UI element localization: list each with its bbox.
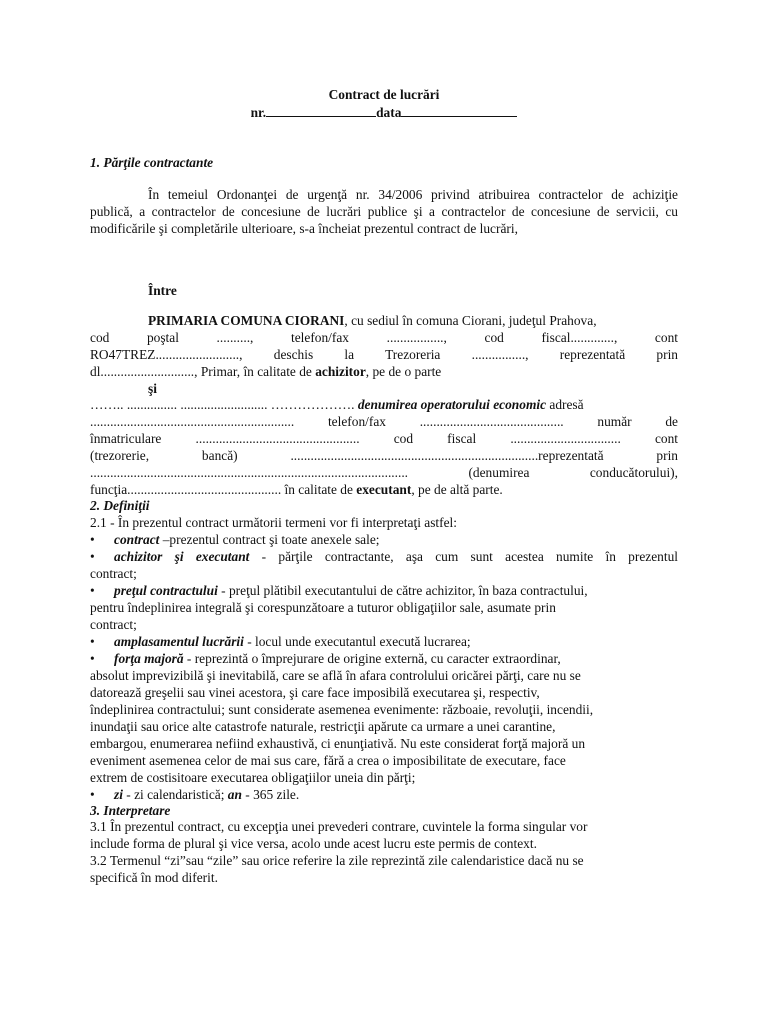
party2-address-label: adresă	[546, 397, 584, 412]
def-contract	[90, 531, 678, 548]
party2-line-3: înmatriculare ................................................. cod fiscal ................................. cont	[90, 431, 678, 446]
party1-line-4	[90, 363, 678, 380]
section-2-intro: 2.1 - În prezentul contract următorii termeni vor fi interpretaţi astfel:	[90, 515, 457, 530]
party1-line-2: cod poştal .........., telefon/fax ................., cod fiscal............., cont	[90, 330, 678, 345]
party2-line-4: (trezorerie, bancă) ..........................................................................reprezentată prin	[90, 448, 678, 463]
def-parties-line-1	[90, 548, 678, 565]
party1-representative: dl............................, Primar, în calitate de	[90, 364, 316, 379]
party2-line-5: ............................................................................................... (denumirea conducătorului),	[90, 465, 678, 480]
section-1-heading: 1. Părţile contractante	[90, 155, 214, 170]
section-2-heading: 2. Definiţii	[90, 498, 150, 513]
def-term: contract	[114, 532, 160, 547]
def-text: - reprezintă o împrejurare de origine externă, cu caracter extraordinar,	[183, 651, 561, 666]
party1-line-3: RO47TREZ........................., deschis la Trezoreria ................, reprezentată prin	[90, 347, 678, 362]
def-term: an	[227, 787, 242, 802]
nr-blank	[266, 104, 376, 117]
def-parties-line-2: contract;	[90, 566, 137, 581]
party2-blanks: …….. ............... .......................... ……………….	[90, 397, 358, 412]
def-site	[90, 633, 678, 650]
def-force-line-2: absolut imprevizibilă şi inevitabilă, care se află în afara controlului oricărei părţi, care nu se	[90, 668, 581, 683]
def-term: achizitor şi executant	[114, 549, 250, 564]
s3-p2-line-1: 3.2 Termenul “zi”sau “zile” sau orice referire la zile reprezintă zile calendaristice dacă nu se	[90, 853, 584, 868]
def-text: –prezentul contract şi toate anexele sale;	[159, 532, 380, 547]
def-force-line-1	[90, 650, 678, 667]
party2-side: , pe de altă parte.	[411, 482, 503, 497]
def-force-line-5: inundaţii sau orice alte catastrofe naturale, restricţii apărute ca urmare a unei carantine,	[90, 719, 556, 734]
preamble-line-2: publică, a contractelor de concesiune de lucrări publice şi a contractelor de concesiune de servicii, cu	[90, 204, 678, 219]
party1-address: , cu sediul în comuna Ciorani, judeţul Prahova,	[344, 313, 597, 328]
nr-label: nr.	[250, 105, 267, 120]
executant-label: executant	[356, 482, 412, 497]
data-label: data	[376, 105, 402, 120]
def-term: forţa majoră	[114, 651, 184, 666]
party1-side: , pe de o parte	[365, 364, 442, 379]
def-force-line-6: embargou, enumerarea nefiind exhaustivă, ci enunţiativă. Nu este considerat forţă majoră un	[90, 736, 586, 751]
bullet-icon: •	[90, 549, 95, 564]
party2-line-2: ............................................................. telefon/fax ........................................... număr de	[90, 414, 678, 429]
bullet-icon: •	[90, 634, 95, 649]
def-text: - locul unde executantul execută lucrarea;	[243, 634, 471, 649]
bullet-icon: •	[90, 787, 95, 802]
party1-line-1	[90, 312, 678, 329]
def-force-line-8: extrem de costisitoare executarea obligaţiilor uneia din părţi;	[90, 770, 416, 785]
def-force-line-7: eveniment asemenea celor de mai sus care, fără a crea o imposibilitate de executare, face	[90, 753, 566, 768]
contract-number-line	[90, 104, 678, 121]
section-3-heading: 3. Interpretare	[90, 803, 171, 818]
party2-line-6	[90, 481, 678, 498]
preamble-line-1: În temeiul Ordonanţei de urgenţă nr. 34/2006 privind atribuirea contractelor de achiziţie	[148, 187, 678, 202]
document-page	[90, 0, 678, 1024]
preamble-line-3: modificările şi completările ulterioare, s-a încheiat prezentul contract de lucrări,	[90, 221, 518, 236]
bullet-icon: •	[90, 651, 95, 666]
def-force-line-4: îndeplinirea contractului; sunt considerate asemenea evenimente: războaie, revoluţii, incendii,	[90, 702, 594, 717]
def-term: zi	[114, 787, 123, 802]
si-conjunction: şi	[148, 381, 157, 396]
s3-p2-line-2: specifică în mod diferit.	[90, 870, 218, 885]
def-text: - preţul plătibil executantului de către achizitor, în baza contractului,	[217, 583, 588, 598]
def-text: - părţile contractante, aşa cum sunt acestea numite în prezentul	[249, 549, 678, 564]
party2-function: funcţia.............................................. în calitate de	[90, 482, 357, 497]
def-term: amplasamentul lucrării	[114, 634, 244, 649]
achizitor-label: achizitor	[315, 364, 366, 379]
s3-p1-line-1: 3.1 În prezentul contract, cu excepţia unei prevederi contrare, cuvintele la forma singular vor	[90, 819, 588, 834]
def-day-year	[90, 786, 678, 803]
def-price-line-2: pentru îndeplinirea integrală şi corespunzătoare a tuturor obligaţiilor sale, asumate prin	[90, 600, 556, 615]
def-price-line-3: contract;	[90, 617, 137, 632]
operator-name-label: denumirea operatorului economic	[357, 397, 547, 412]
party1-name: PRIMARIA COMUNA CIORANI	[148, 313, 345, 328]
def-text: - zi calendaristică;	[122, 787, 228, 802]
bullet-icon: •	[90, 532, 95, 547]
bullet-icon: •	[90, 583, 95, 598]
s3-p1-line-2: include forma de plural şi vice versa, acolo unde acest lucru este permis de context.	[90, 836, 537, 851]
def-term: preţul contractului	[114, 583, 218, 598]
contract-title: Contract de lucrări	[328, 87, 440, 102]
data-blank	[401, 104, 517, 117]
def-force-line-3: datorează greşelii sau vinei acestora, şi care face imposibilă executarea şi, respectiv,	[90, 685, 540, 700]
intre-heading: Între	[148, 283, 177, 298]
def-price-line-1	[90, 582, 678, 599]
def-text: - 365 zile.	[241, 787, 300, 802]
party2-line-1	[90, 396, 678, 413]
